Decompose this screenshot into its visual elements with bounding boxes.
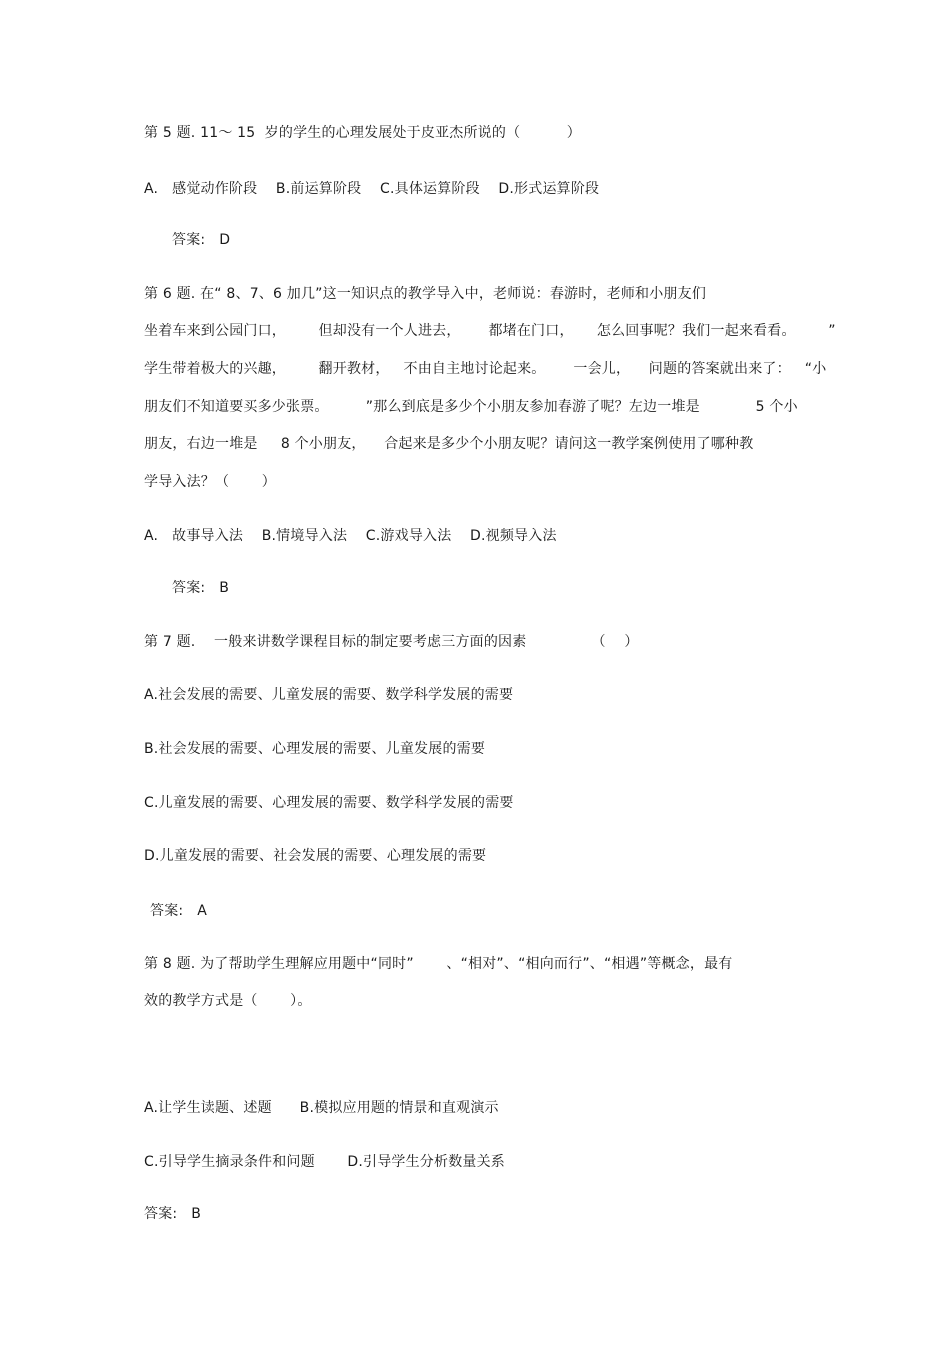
question-6-stem-line: 坐着车来到公园门口， 但却没有一个人进去， 都堵在门口， 怎么回事呢？我们一起来看看。 ” bbox=[144, 323, 836, 339]
question-8-options-line: C.引导学生摘录条件和问题 D.引导学生分析数量关系 bbox=[144, 1154, 506, 1170]
question-5-title: 第 5 题. 11～ 15 岁的学生的心理发展处于皮亚杰所说的（ ） bbox=[144, 125, 581, 141]
question-5-answer: 答案: D bbox=[172, 232, 231, 248]
question-6-stem-line: 学导入法？（ ） bbox=[144, 474, 276, 490]
question-8-stem-line: 第 8 题. 为了帮助学生理解应用题中“同时” 、“相对”、“相向而行”、“相遇”等概念，最有 bbox=[144, 956, 733, 972]
question-5-options: A. 感觉动作阶段 B.前运算阶段 C.具体运算阶段 D.形式运算阶段 bbox=[144, 181, 600, 197]
question-6-stem-line: 学生带着极大的兴趣， 翻开教材， 不由自主地讨论起来。 一会儿， 问题的答案就出来了： “小 bbox=[144, 361, 827, 377]
question-7-option-a: A.社会发展的需要、儿童发展的需要、数学科学发展的需要 bbox=[144, 687, 514, 703]
question-8-options-line: A.让学生读题、述题 B.模拟应用题的情景和直观演示 bbox=[144, 1100, 499, 1116]
question-7-option-c: C.儿童发展的需要、心理发展的需要、数学科学发展的需要 bbox=[144, 795, 514, 811]
question-7-option-b: B.社会发展的需要、心理发展的需要、儿童发展的需要 bbox=[144, 741, 486, 757]
question-6-options: A. 故事导入法 B.情境导入法 C.游戏导入法 D.视频导入法 bbox=[144, 528, 557, 544]
question-7-title: 第 7 题. 一般来讲数学课程目标的制定要考虑三方面的因素 （ ） bbox=[144, 634, 639, 650]
question-8-answer: 答案: B bbox=[144, 1206, 202, 1222]
question-7-option-d: D.儿童发展的需要、社会发展的需要、心理发展的需要 bbox=[144, 848, 487, 864]
question-8-stem-line: 效的教学方式是（ ）。 bbox=[144, 993, 312, 1009]
question-6-stem-line: 朋友们不知道要买多少张票。 ”那么到底是多少个小朋友参加春游了呢？左边一堆是 5 个小 bbox=[144, 399, 798, 415]
question-6-stem-line: 第 6 题. 在“ 8、7、6 加几”这一知识点的教学导入中，老师说：春游时，老师和小朋友们 bbox=[144, 286, 707, 302]
question-6-answer: 答案: B bbox=[172, 580, 230, 596]
question-7-answer: 答案: A bbox=[150, 903, 208, 919]
question-6-stem-line: 朋友，右边一堆是 8 个小朋友， 合起来是多少个小朋友呢？请问这一教学案例使用了哪种教 bbox=[144, 436, 754, 452]
